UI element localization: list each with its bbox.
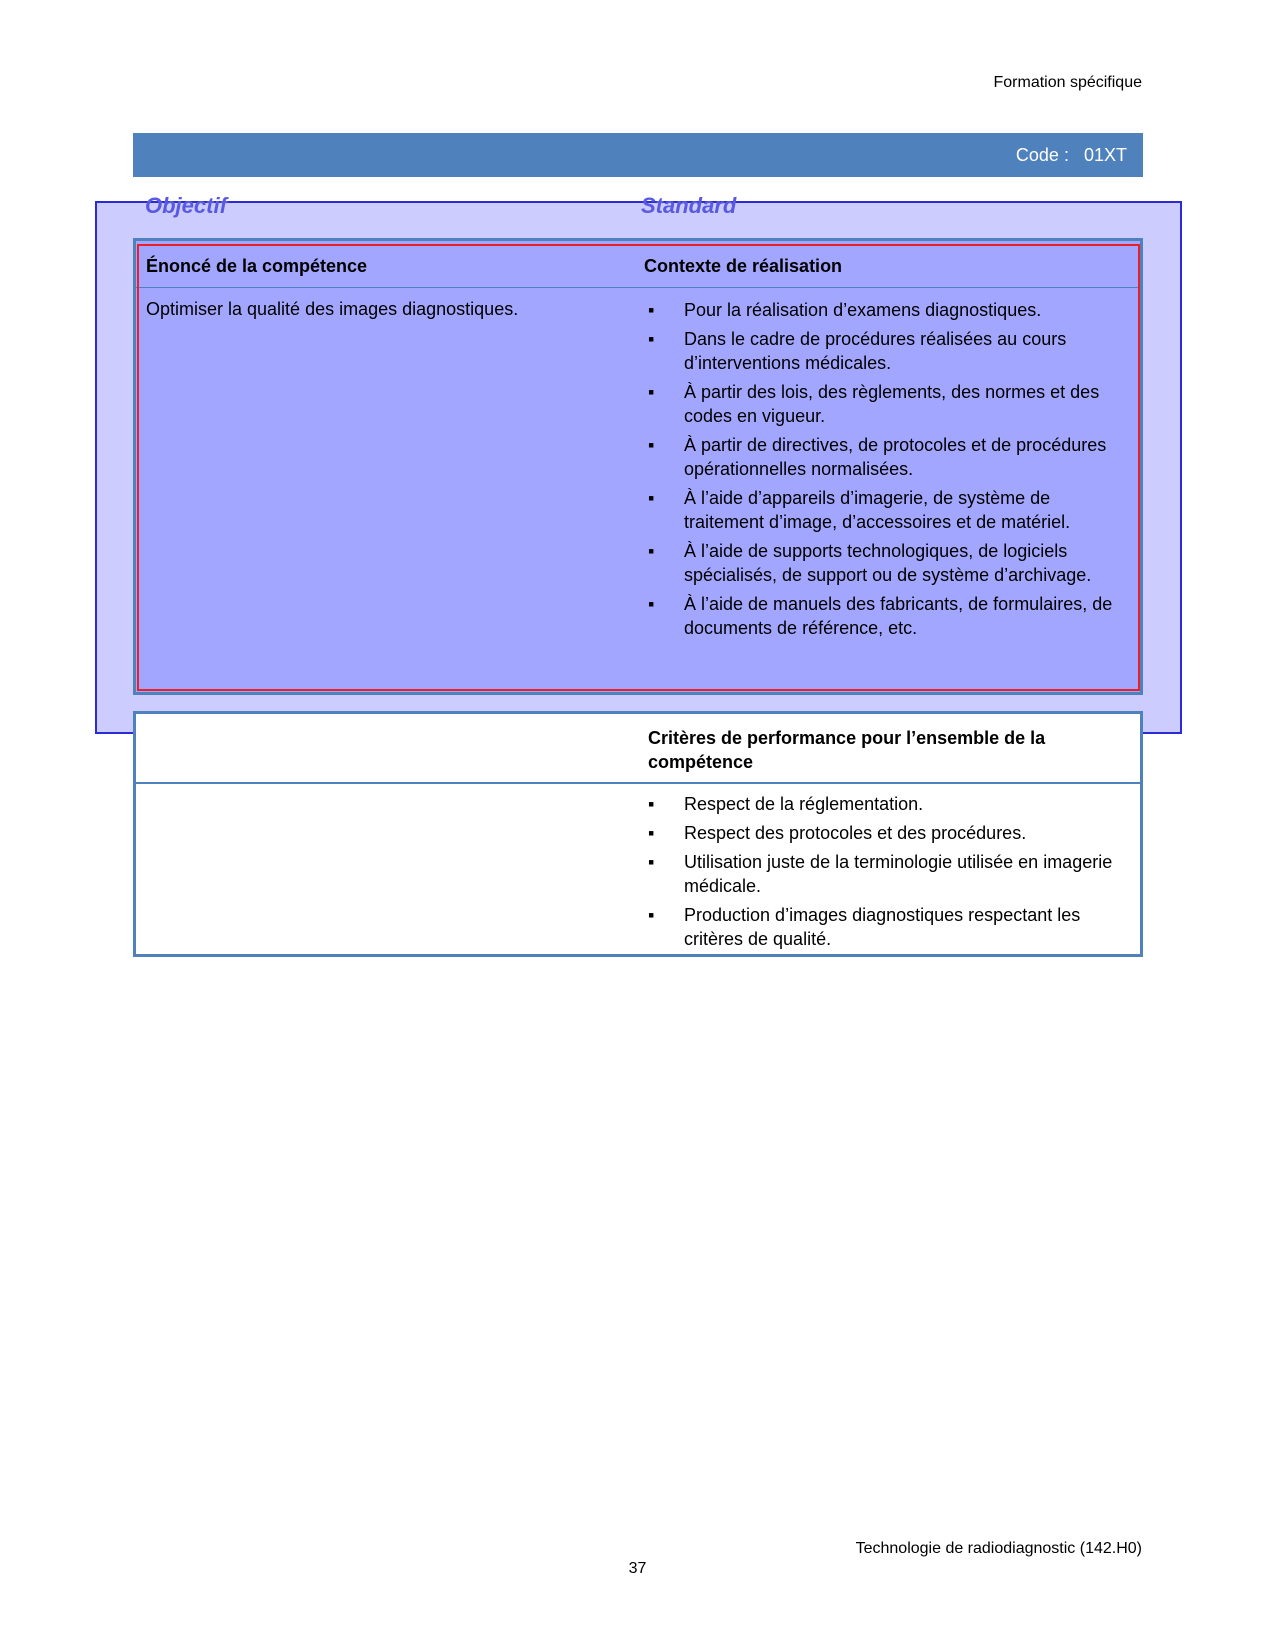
code-value: 01XT [1083,144,1127,165]
bullet-icon: ▪ [648,488,655,508]
code-bar [133,133,1143,177]
contexte-item [644,486,1114,534]
bullet-icon: ▪ [648,329,655,349]
bullet-icon: ▪ [648,382,655,402]
criteres-table-header [136,714,1140,784]
bullet-icon: ▪ [648,594,655,614]
contexte-text: Dans le cadre de procédures réalisées au cours d’interventions médicales. [684,329,1067,373]
competence-table [133,238,1143,695]
contexte-text: À l’aide d’appareils d’imagerie, de système de traitement d’image, d’accessoires et de matériel. [684,488,1071,532]
code-separator [1069,145,1084,166]
contexte-list [644,298,1114,645]
contexte-item [644,592,1114,640]
contexte-text: À partir de directives, de protocoles et de procédures opérationnelles normalisées. [684,435,1107,479]
bullet-icon: ▪ [648,823,655,843]
enonce-text: Optimiser la qualité des images diagnostiques. [146,299,519,319]
contexte-item [644,433,1114,481]
contexte-text: À l’aide de manuels des fabricants, de formulaires, de documents de référence, etc. [684,594,1113,638]
contexte-header: Contexte de réalisation [644,256,843,276]
contexte-text: Pour la réalisation d’examens diagnostiques. [684,300,1042,320]
standard-title: Standard [641,193,737,218]
section-titles [145,193,1145,223]
critere-item [644,821,1114,845]
critere-text: Respect de la réglementation. [684,794,924,814]
contexte-item [644,380,1114,428]
bullet-icon: ▪ [648,435,655,455]
criteres-header: Critères de performance pour l’ensemble de la compétence [648,728,1046,772]
criteres-list [644,792,1114,956]
page-header: Formation spécifique [993,74,1142,91]
criteres-table [133,711,1143,957]
contexte-item [644,327,1114,375]
contexte-text: À partir des lois, des règlements, des normes et des codes en vigueur. [684,382,1100,426]
critere-text: Utilisation juste de la terminologie utilisée en imagerie médicale. [684,852,1113,896]
contexte-text: À l’aide de supports technologiques, de logiciels spécialisés, de support ou de système d’archivage. [684,541,1092,585]
bullet-icon: ▪ [648,905,655,925]
critere-text: Respect des protocoles et des procédures. [684,823,1027,843]
contexte-item [644,298,1114,322]
bullet-icon: ▪ [648,300,655,320]
page-number: 37 [628,1560,647,1577]
bullet-icon: ▪ [648,541,655,561]
bullet-icon: ▪ [648,794,655,814]
enonce-header: Énoncé de la compétence [146,256,368,276]
critere-item [644,850,1114,898]
critere-item [644,903,1114,951]
bullet-icon: ▪ [648,852,655,872]
footer-program: Technologie de radiodiagnostic (142.H0) [855,1540,1142,1557]
critere-item [644,792,1114,816]
objectif-title: Objectif [145,193,227,218]
competence-table-header [136,241,1140,288]
critere-text: Production d’images diagnostiques respectant les critères de qualité. [684,905,1081,949]
contexte-item [644,539,1114,587]
code-label: Code : [1015,144,1069,165]
